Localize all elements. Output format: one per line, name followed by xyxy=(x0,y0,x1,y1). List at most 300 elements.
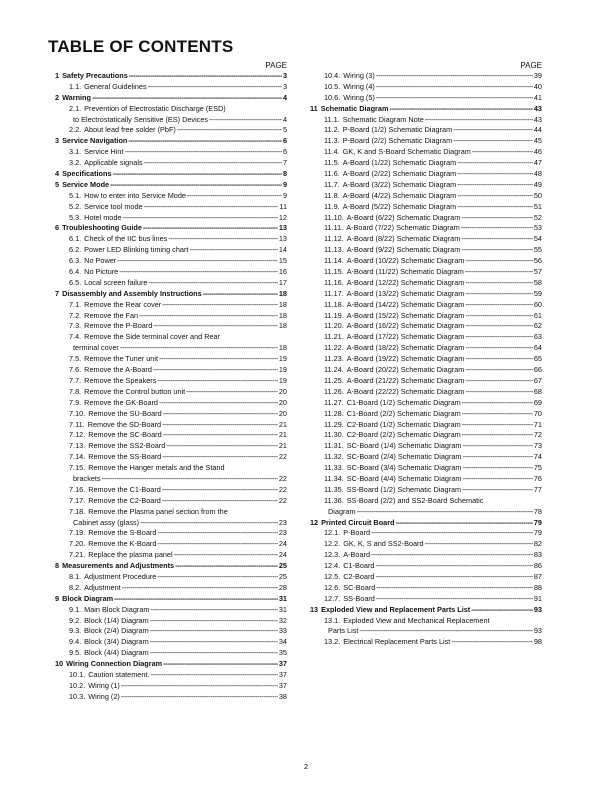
dot-leader xyxy=(465,267,533,278)
toc-entry-page: 19 xyxy=(278,375,287,385)
toc-subsection-entry[interactable] xyxy=(55,430,287,441)
toc-entry-number: 11.32. xyxy=(324,452,344,462)
toc-subsection-entry[interactable] xyxy=(310,637,542,648)
toc-entry-continuation[interactable] xyxy=(55,474,287,485)
toc-subsection-entry[interactable] xyxy=(55,332,287,343)
toc-entry-label: Remove the C2-Board xyxy=(88,495,161,505)
toc-section-entry[interactable] xyxy=(55,180,287,191)
toc-entry-label: Specifications xyxy=(62,169,112,179)
toc-entry-label: P-Board (1/2) Schematic Diagram xyxy=(342,125,453,135)
dot-leader xyxy=(465,300,533,311)
toc-entry-number: 7.9. xyxy=(69,397,82,407)
toc-subsection-entry[interactable] xyxy=(55,528,287,539)
dot-leader xyxy=(168,234,278,245)
toc-subsection-entry[interactable] xyxy=(310,343,542,354)
toc-entry-number: 11.36. xyxy=(324,495,344,505)
dot-leader xyxy=(150,626,278,637)
toc-entry-label: No Power xyxy=(84,256,117,266)
toc-entry-label: A-Board (19/22) Schematic Diagram xyxy=(346,354,465,364)
toc-entry-number: 7.5. xyxy=(69,354,82,364)
toc-entry-page: 64 xyxy=(533,343,542,353)
toc-entry-page: 88 xyxy=(533,582,542,592)
toc-entry-label: brackets xyxy=(73,473,101,483)
toc-subsection-entry[interactable] xyxy=(310,616,542,627)
dot-leader xyxy=(462,485,533,496)
toc-entry-label: C1-Board xyxy=(343,561,375,571)
toc-entry-page: 71 xyxy=(533,419,542,429)
toc-subsection-entry[interactable] xyxy=(55,245,287,256)
toc-entry-number: 11.13. xyxy=(324,245,344,255)
toc-entry-label: Remove the Control button unit xyxy=(84,386,186,396)
toc-subsection-entry[interactable] xyxy=(310,321,542,332)
toc-subsection-entry[interactable] xyxy=(310,430,542,441)
toc-subsection-entry[interactable] xyxy=(310,82,542,93)
toc-subsection-entry[interactable] xyxy=(55,441,287,452)
toc-entry-number: 6.3. xyxy=(69,256,82,266)
toc-entry-page: 46 xyxy=(533,147,542,157)
dot-leader xyxy=(463,463,533,474)
toc-entry-label: General Guidelines xyxy=(84,81,147,91)
toc-entry-number: 7.12. xyxy=(69,430,86,440)
toc-entry-label: SS-Board (2/2) and SS2-Board Schematic xyxy=(346,495,484,505)
toc-entry-page: 11 xyxy=(279,201,287,211)
toc-entry-number: 12.1. xyxy=(324,528,341,538)
toc-subsection-entry[interactable] xyxy=(55,463,287,474)
toc-entry-page: 87 xyxy=(533,571,542,581)
toc-entry-label: Local screen failure xyxy=(84,277,148,287)
toc-entry-label: A-Board (1/22) Schematic Diagram xyxy=(342,158,457,168)
toc-subsection-entry[interactable] xyxy=(310,256,542,267)
toc-entry-label: GK, K and S-Board Schematic Diagram xyxy=(342,147,471,157)
toc-subsection-entry[interactable] xyxy=(55,507,287,518)
toc-entry-label: Schematic Diagram Note xyxy=(342,114,424,124)
toc-subsection-entry[interactable] xyxy=(55,256,287,267)
toc-entry-label: A-Board (3/22) Schematic Diagram xyxy=(342,179,457,189)
toc-entry-label: Schematic Diagram xyxy=(320,103,389,113)
toc-entry-number: 11.26. xyxy=(324,386,344,396)
toc-entry-label: Remove the C1-Board xyxy=(88,484,161,494)
toc-subsection-entry[interactable] xyxy=(55,234,287,245)
toc-entry-page: 60 xyxy=(533,299,542,309)
toc-entry-label: terminal cover xyxy=(73,343,119,353)
dot-leader xyxy=(123,213,278,224)
toc-subsection-entry[interactable] xyxy=(55,365,287,376)
toc-subsection-entry[interactable] xyxy=(55,104,287,115)
toc-subsection-entry[interactable] xyxy=(55,420,287,431)
toc-subsection-entry[interactable] xyxy=(310,420,542,431)
toc-section-entry[interactable] xyxy=(55,659,287,670)
toc-subsection-entry[interactable] xyxy=(55,452,287,463)
toc-entry-number: 3 xyxy=(55,136,60,146)
toc-list-right xyxy=(310,71,542,648)
toc-subsection-entry[interactable] xyxy=(55,376,287,387)
toc-entry-page: 9 xyxy=(282,179,287,189)
dot-leader xyxy=(157,528,278,539)
toc-entry-continuation[interactable] xyxy=(55,115,287,126)
toc-entry-label: Check of the IIC bus lines xyxy=(84,234,168,244)
toc-entry-continuation[interactable] xyxy=(310,507,542,518)
toc-entry-page: 4 xyxy=(282,114,287,124)
dot-leader xyxy=(472,147,533,158)
toc-entry-number: 11.3. xyxy=(324,136,340,146)
toc-subsection-entry[interactable] xyxy=(310,191,542,202)
toc-entry-number: 7.17. xyxy=(69,495,86,505)
toc-subsection-entry[interactable] xyxy=(310,71,542,82)
toc-entry-label: Block (2/4) Diagram xyxy=(84,626,149,636)
toc-section-entry[interactable] xyxy=(55,289,287,300)
toc-subsection-entry[interactable] xyxy=(310,409,542,420)
toc-entry-label: A-Board (9/22) Schematic Diagram xyxy=(346,245,461,255)
toc-subsection-entry[interactable] xyxy=(55,354,287,365)
toc-entry-label: Main Block Diagram xyxy=(84,604,150,614)
toc-subsection-entry[interactable] xyxy=(55,191,287,202)
toc-entry-number: 11.17. xyxy=(324,288,344,298)
dot-leader xyxy=(129,71,282,82)
toc-entry-number: 11.7. xyxy=(324,179,340,189)
toc-entry-label: P-Board xyxy=(343,528,371,538)
dot-leader xyxy=(376,93,533,104)
toc-entry-number: 11.21. xyxy=(324,332,344,342)
dot-leader xyxy=(121,692,278,703)
toc-subsection-entry[interactable] xyxy=(310,158,542,169)
toc-entry-number: 11.33. xyxy=(324,463,344,473)
toc-subsection-entry[interactable] xyxy=(310,528,542,539)
toc-entry-number: 11.31. xyxy=(324,441,344,451)
toc-entry-number: 11.12. xyxy=(324,234,344,244)
toc-entry-number: 7.16. xyxy=(69,484,86,494)
toc-entry-label: A-Board (5/22) Schematic Diagram xyxy=(342,201,457,211)
dot-leader xyxy=(163,659,278,670)
toc-subsection-entry[interactable] xyxy=(55,311,287,322)
toc-entry-label: Remove the Fan xyxy=(84,310,139,320)
dot-leader xyxy=(453,136,533,147)
toc-entry-label: Exploded View and Replacement Parts List xyxy=(321,604,471,614)
dot-leader xyxy=(453,125,533,136)
toc-subsection-entry[interactable] xyxy=(55,213,287,224)
toc-entry-label: A-Board (15/22) Schematic Diagram xyxy=(346,310,465,320)
toc-entry-label: A-Board (2/22) Schematic Diagram xyxy=(342,169,457,179)
dot-leader xyxy=(371,528,533,539)
toc-subsection-entry[interactable] xyxy=(310,463,542,474)
toc-subsection-entry[interactable] xyxy=(310,202,542,213)
toc-entry-page: 38 xyxy=(278,691,287,701)
dot-leader xyxy=(121,681,278,692)
toc-entry-label: Safety Precautions xyxy=(62,71,128,80)
dot-leader xyxy=(465,278,533,289)
dot-leader xyxy=(457,158,533,169)
toc-subsection-entry[interactable] xyxy=(55,398,287,409)
toc-subsection-entry[interactable] xyxy=(55,278,287,289)
toc-entry-page: 43 xyxy=(533,103,542,113)
dot-leader xyxy=(157,539,278,550)
toc-entry-page: 93 xyxy=(533,604,542,614)
dot-leader xyxy=(159,398,278,409)
dot-leader xyxy=(114,594,278,605)
toc-subsection-entry[interactable] xyxy=(55,637,287,648)
toc-subsection-entry[interactable] xyxy=(310,311,542,322)
toc-entry-label: Adjustment xyxy=(84,582,121,592)
toc-subsection-entry[interactable] xyxy=(55,626,287,637)
toc-entry-number: 11.22. xyxy=(324,343,344,353)
toc-subsection-entry[interactable] xyxy=(310,572,542,583)
toc-entry-page: 44 xyxy=(533,125,542,135)
toc-entry-page: 74 xyxy=(533,452,542,462)
toc-entry-number: 12.2. xyxy=(324,539,341,549)
dot-leader xyxy=(376,583,533,594)
toc-subsection-entry[interactable] xyxy=(310,550,542,561)
toc-entry-number: 10.1. xyxy=(69,669,86,679)
toc-entry-number: 3.1. xyxy=(69,147,82,157)
toc-entry-number: 11.2. xyxy=(324,125,340,135)
toc-entry-page: 24 xyxy=(278,550,287,560)
dot-leader xyxy=(144,202,279,213)
toc-entry-label: A-Board (14/22) Schematic Diagram xyxy=(346,299,465,309)
toc-entry-label: Remove the Side terminal cover and Rear xyxy=(84,332,221,342)
toc-entry-number: 2.1. xyxy=(69,103,82,113)
toc-entry-number: 7.1. xyxy=(69,299,82,309)
toc-entry-label: Service Mode xyxy=(62,179,110,189)
toc-subsection-entry[interactable] xyxy=(55,572,287,583)
toc-subsection-entry[interactable] xyxy=(310,125,542,136)
toc-entry-page: 23 xyxy=(278,517,287,527)
toc-subsection-entry[interactable] xyxy=(55,616,287,627)
toc-entry-label: Remove the Plasma panel section from the xyxy=(88,506,228,516)
dot-leader xyxy=(463,452,533,463)
toc-entry-number: 7.7. xyxy=(69,375,82,385)
toc-entry-number: 9.3. xyxy=(69,626,82,636)
dot-leader xyxy=(92,93,282,104)
toc-section-entry[interactable] xyxy=(55,223,287,234)
toc-entry-number: 10.4. xyxy=(324,71,341,80)
toc-entry-label: A-Board (10/22) Schematic Diagram xyxy=(346,256,465,266)
toc-entry-label: SC-Board (4/4) Schematic Diagram xyxy=(346,473,462,483)
toc-subsection-entry[interactable] xyxy=(310,539,542,550)
toc-subsection-entry[interactable] xyxy=(310,213,542,224)
toc-subsection-entry[interactable] xyxy=(55,82,287,93)
toc-entry-page: 20 xyxy=(278,397,287,407)
toc-subsection-entry[interactable] xyxy=(310,169,542,180)
toc-entry-label: SC-Board (3/4) Schematic Diagram xyxy=(346,463,462,473)
toc-subsection-entry[interactable] xyxy=(310,234,542,245)
toc-entry-number: 12.6. xyxy=(324,582,341,592)
toc-section-entry[interactable] xyxy=(55,71,287,82)
toc-subsection-entry[interactable] xyxy=(55,681,287,692)
toc-section-entry[interactable] xyxy=(310,104,542,115)
toc-entry-label: Remove the Rear cover xyxy=(84,299,162,309)
toc-section-entry[interactable] xyxy=(55,561,287,572)
toc-subsection-entry[interactable] xyxy=(55,583,287,594)
dot-leader xyxy=(457,180,533,191)
toc-entry-label: A-Board (16/22) Schematic Diagram xyxy=(346,321,465,331)
toc-column-right xyxy=(310,60,542,648)
toc-entry-page: 58 xyxy=(533,277,542,287)
toc-subsection-entry[interactable] xyxy=(310,387,542,398)
toc-subsection-entry[interactable] xyxy=(55,670,287,681)
toc-entry-label: C2-Board xyxy=(343,571,375,581)
toc-subsection-entry[interactable] xyxy=(55,321,287,332)
toc-entry-continuation[interactable] xyxy=(55,518,287,529)
toc-entry-page: 68 xyxy=(533,386,542,396)
toc-entry-label: Remove the S-Board xyxy=(88,528,157,538)
toc-subsection-entry[interactable] xyxy=(310,93,542,104)
dot-leader xyxy=(150,605,277,616)
dot-leader xyxy=(162,452,278,463)
toc-entry-label: Wiring Connection Diagram xyxy=(66,659,163,669)
dot-leader xyxy=(359,626,532,637)
toc-entry-number: 2.2. xyxy=(69,125,82,135)
toc-entry-page: 79 xyxy=(533,517,542,527)
toc-entry-number: 8 xyxy=(55,561,60,571)
toc-entry-number: 11.23. xyxy=(324,354,344,364)
toc-entry-page: 50 xyxy=(533,190,542,200)
dot-leader xyxy=(153,321,278,332)
toc-entry-page: 47 xyxy=(533,158,542,168)
toc-subsection-entry[interactable] xyxy=(310,147,542,158)
dot-leader xyxy=(462,420,533,431)
toc-subsection-entry[interactable] xyxy=(310,354,542,365)
toc-subsection-entry[interactable] xyxy=(310,245,542,256)
toc-subsection-entry[interactable] xyxy=(310,398,542,409)
toc-entry-page: 21 xyxy=(278,441,287,451)
toc-subsection-entry[interactable] xyxy=(55,125,287,136)
dot-leader xyxy=(125,147,282,158)
toc-subsection-entry[interactable] xyxy=(55,387,287,398)
dot-leader xyxy=(357,507,533,518)
toc-subsection-entry[interactable] xyxy=(310,332,542,343)
dot-leader xyxy=(375,561,532,572)
toc-subsection-entry[interactable] xyxy=(310,223,542,234)
toc-entry-number: 11.9. xyxy=(324,201,340,211)
toc-subsection-entry[interactable] xyxy=(55,267,287,278)
dot-leader xyxy=(465,365,533,376)
toc-subsection-entry[interactable] xyxy=(55,496,287,507)
toc-subsection-entry[interactable] xyxy=(310,136,542,147)
toc-entry-number: 11.25. xyxy=(324,375,344,385)
dot-leader xyxy=(462,409,533,420)
toc-subsection-entry[interactable] xyxy=(310,376,542,387)
dot-leader xyxy=(144,158,282,169)
toc-subsection-entry[interactable] xyxy=(55,158,287,169)
toc-entry-number: 6 xyxy=(55,223,60,233)
toc-entry-page: 56 xyxy=(533,256,542,266)
toc-subsection-entry[interactable] xyxy=(55,539,287,550)
toc-section-entry[interactable] xyxy=(55,93,287,104)
toc-entry-page: 20 xyxy=(278,386,287,396)
toc-entry-number: 10.3. xyxy=(69,691,86,701)
dot-leader xyxy=(451,637,533,648)
dot-leader xyxy=(166,441,278,452)
toc-entry-label: A-Board (21/22) Schematic Diagram xyxy=(346,375,465,385)
toc-entry-page: 22 xyxy=(278,495,287,505)
toc-subsection-entry[interactable] xyxy=(55,485,287,496)
toc-entry-continuation[interactable] xyxy=(55,343,287,354)
toc-entry-continuation[interactable] xyxy=(310,626,542,637)
toc-subsection-entry[interactable] xyxy=(310,365,542,376)
toc-entry-number: 9 xyxy=(55,593,60,603)
toc-subsection-entry[interactable] xyxy=(310,594,542,605)
toc-entry-page: 52 xyxy=(533,212,542,222)
toc-entry-page: 39 xyxy=(533,71,542,80)
dot-leader xyxy=(371,550,533,561)
toc-subsection-entry[interactable] xyxy=(310,115,542,126)
toc-entry-number: 5.3. xyxy=(69,212,82,222)
toc-entry-label: Block Diagram xyxy=(62,593,114,603)
toc-subsection-entry[interactable] xyxy=(55,605,287,616)
toc-subsection-entry[interactable] xyxy=(310,289,542,300)
toc-section-entry[interactable] xyxy=(310,518,542,529)
toc-entry-page: 6 xyxy=(282,147,287,157)
toc-section-entry[interactable] xyxy=(310,605,542,616)
toc-subsection-entry[interactable] xyxy=(55,409,287,420)
toc-subsection-entry[interactable] xyxy=(310,583,542,594)
toc-entry-page: 35 xyxy=(278,648,287,658)
toc-subsection-entry[interactable] xyxy=(55,648,287,659)
toc-entry-number: 7.11. xyxy=(69,419,85,429)
toc-section-entry[interactable] xyxy=(55,136,287,147)
toc-subsection-entry[interactable] xyxy=(310,300,542,311)
toc-subsection-entry[interactable] xyxy=(310,496,542,507)
toc-section-entry[interactable] xyxy=(55,594,287,605)
toc-entry-number: 7.19. xyxy=(69,528,86,538)
toc-subsection-entry[interactable] xyxy=(310,441,542,452)
toc-subsection-entry[interactable] xyxy=(310,485,542,496)
toc-entry-label: A-Board (22/22) Schematic Diagram xyxy=(346,386,465,396)
toc-entry-label: Service Hint xyxy=(84,147,124,157)
toc-entry-label: Caution statement. xyxy=(88,669,150,679)
toc-entry-label: Parts List xyxy=(328,626,359,636)
toc-entry-page: 67 xyxy=(533,375,542,385)
toc-entry-page: 72 xyxy=(533,430,542,440)
dot-leader xyxy=(150,648,278,659)
toc-entry-label: Service tool mode xyxy=(84,201,143,211)
toc-entry-page: 13 xyxy=(278,234,287,244)
toc-section-entry[interactable] xyxy=(55,169,287,180)
toc-entry-label: Wiring (1) xyxy=(88,680,120,690)
toc-subsection-entry[interactable] xyxy=(55,300,287,311)
toc-subsection-entry[interactable] xyxy=(55,202,287,213)
toc-entry-label: Block (4/4) Diagram xyxy=(84,648,149,658)
dot-leader xyxy=(122,583,278,594)
dot-leader xyxy=(389,104,532,115)
toc-entry-label: A-Board (4/22) Schematic Diagram xyxy=(342,190,457,200)
toc-subsection-entry[interactable] xyxy=(310,278,542,289)
toc-entry-label: P-Board (2/2) Schematic Diagram xyxy=(342,136,453,146)
toc-subsection-entry[interactable] xyxy=(310,474,542,485)
toc-entry-label: Remove the P-Board xyxy=(84,321,153,331)
toc-subsection-entry[interactable] xyxy=(310,561,542,572)
toc-entry-label: Printed Circuit Board xyxy=(321,517,395,527)
toc-subsection-entry[interactable] xyxy=(310,267,542,278)
toc-entry-number: 11.5. xyxy=(324,158,340,168)
toc-entry-label: Disassembly and Assembly Instructions xyxy=(62,288,202,298)
toc-entry-number: 8.2. xyxy=(69,582,82,592)
toc-entry-label: Applicable signals xyxy=(84,158,143,168)
toc-entry-label: Adjustment Procedure xyxy=(84,571,157,581)
toc-entry-number: 11.8. xyxy=(324,190,340,200)
toc-entry-label: Wiring (5) xyxy=(343,92,375,102)
toc-subsection-entry[interactable] xyxy=(55,692,287,703)
dot-leader xyxy=(148,278,277,289)
toc-subsection-entry[interactable] xyxy=(55,550,287,561)
toc-subsection-entry[interactable] xyxy=(55,147,287,158)
dot-leader xyxy=(465,311,533,322)
dot-leader xyxy=(209,115,282,126)
toc-entry-page: 6 xyxy=(282,136,287,146)
toc-subsection-entry[interactable] xyxy=(310,452,542,463)
toc-entry-page: 79 xyxy=(533,528,542,538)
toc-subsection-entry[interactable] xyxy=(310,180,542,191)
dot-leader xyxy=(139,311,278,322)
